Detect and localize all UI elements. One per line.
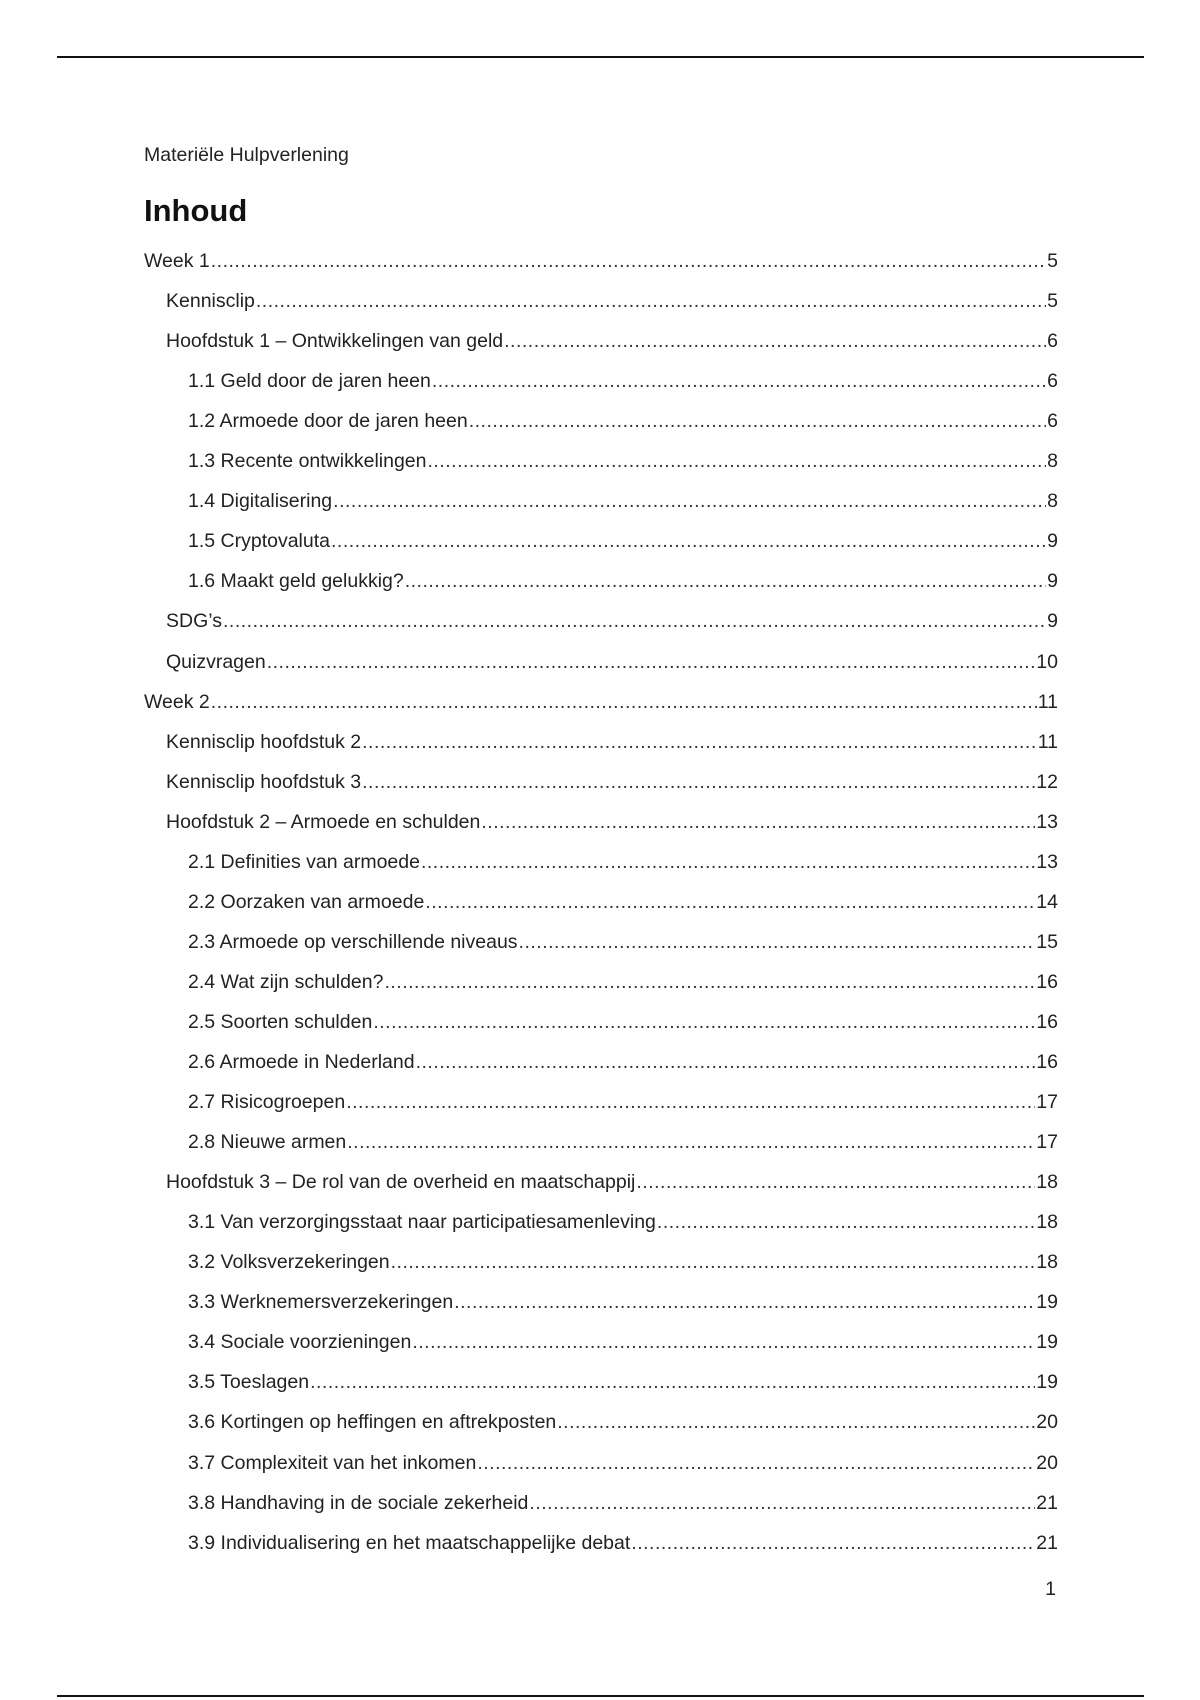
toc-entry[interactable] bbox=[188, 1210, 1058, 1234]
toc-entry-page: 6 bbox=[1047, 410, 1058, 432]
toc-entry[interactable] bbox=[166, 329, 1058, 353]
toc-entry-title: 3.4 Sociale voorzieningen bbox=[188, 1331, 412, 1353]
toc-leader-dots bbox=[425, 890, 1035, 914]
toc-entry[interactable] bbox=[188, 489, 1058, 513]
toc-leader-dots bbox=[636, 1170, 1035, 1194]
toc-leader-dots bbox=[211, 690, 1037, 714]
toc-entry-title: Hoofdstuk 1 – Ontwikkelingen van geld bbox=[166, 330, 504, 352]
toc-entry-page: 17 bbox=[1036, 1091, 1058, 1113]
toc-entry[interactable] bbox=[188, 1370, 1058, 1394]
toc-entry-page: 18 bbox=[1036, 1211, 1058, 1233]
toc-entry-page: 10 bbox=[1036, 651, 1058, 673]
toc-entry-page: 8 bbox=[1047, 490, 1058, 512]
toc-entry-page: 16 bbox=[1036, 1051, 1058, 1073]
toc-entry-title: 2.5 Soorten schulden bbox=[188, 1011, 373, 1033]
toc-entry-title: 3.9 Individualisering en het maatschappelijke debat bbox=[188, 1532, 631, 1554]
toc-entry-page: 13 bbox=[1036, 811, 1058, 833]
toc-entry-page: 19 bbox=[1036, 1371, 1058, 1393]
toc-entry-title: 3.2 Volksverzekeringen bbox=[188, 1251, 390, 1273]
toc-entry-title: 3.1 Van verzorgingsstaat naar participatiesamenleving bbox=[188, 1211, 656, 1233]
toc-entry-title: 3.8 Handhaving in de sociale zekerheid bbox=[188, 1492, 529, 1514]
toc-entry-title: Hoofdstuk 2 – Armoede en schulden bbox=[166, 811, 481, 833]
toc-entry[interactable] bbox=[166, 730, 1058, 754]
toc-entry[interactable] bbox=[188, 1090, 1058, 1114]
toc-entry-page: 16 bbox=[1036, 1011, 1058, 1033]
toc-leader-dots bbox=[267, 650, 1036, 674]
toc-leader-dots bbox=[362, 770, 1035, 794]
toc-entry-title: 2.3 Armoede op verschillende niveaus bbox=[188, 931, 518, 953]
toc-entry[interactable] bbox=[188, 409, 1058, 433]
toc-leader-dots bbox=[631, 1531, 1035, 1555]
toc-entry-page: 19 bbox=[1036, 1291, 1058, 1313]
toc-entry[interactable] bbox=[188, 369, 1058, 393]
toc-entry[interactable] bbox=[188, 1130, 1058, 1154]
toc-entry-page: 15 bbox=[1036, 931, 1058, 953]
toc-entry[interactable] bbox=[166, 810, 1058, 834]
toc-leader-dots bbox=[412, 1330, 1035, 1354]
toc-entry-page: 17 bbox=[1036, 1131, 1058, 1153]
toc-entry[interactable] bbox=[144, 249, 1058, 273]
toc-entry[interactable] bbox=[166, 289, 1058, 313]
toc-entry-title: Week 1 bbox=[144, 250, 210, 272]
toc-entry-title: 2.6 Armoede in Nederland bbox=[188, 1051, 415, 1073]
toc-leader-dots bbox=[384, 970, 1035, 994]
toc-entry[interactable] bbox=[188, 1250, 1058, 1274]
toc-leader-dots bbox=[454, 1290, 1035, 1314]
toc-entry-page: 8 bbox=[1047, 450, 1058, 472]
toc-entry-page: 21 bbox=[1036, 1532, 1058, 1554]
toc-entry-title: 1.1 Geld door de jaren heen bbox=[188, 370, 431, 392]
toc-entry-title: 2.1 Definities van armoede bbox=[188, 851, 420, 873]
toc-entry-title: 3.6 Kortingen op heffingen en aftrekposten bbox=[188, 1411, 557, 1433]
toc-leader-dots bbox=[347, 1130, 1035, 1154]
toc-leader-dots bbox=[557, 1410, 1035, 1434]
toc-leader-dots bbox=[469, 409, 1046, 433]
toc-entry-page: 9 bbox=[1047, 610, 1058, 632]
toc-entry[interactable] bbox=[188, 1451, 1058, 1475]
toc-entry-title: Kennisclip hoofdstuk 3 bbox=[166, 771, 362, 793]
toc-entry-page: 6 bbox=[1047, 330, 1058, 352]
toc-entry-title: 3.5 Toeslagen bbox=[188, 1371, 310, 1393]
toc-entry[interactable] bbox=[188, 569, 1058, 593]
toc-leader-dots bbox=[432, 369, 1046, 393]
toc-leader-dots bbox=[504, 329, 1046, 353]
toc-entry[interactable] bbox=[188, 930, 1058, 954]
toc-entry-title: 1.4 Digitalisering bbox=[188, 490, 333, 512]
page-number: 1 bbox=[1045, 1578, 1056, 1600]
toc-entry[interactable] bbox=[166, 1170, 1058, 1194]
toc-entry-page: 20 bbox=[1036, 1411, 1058, 1433]
toc-entry-title: Hoofdstuk 3 – De rol van de overheid en maatschappij bbox=[166, 1171, 636, 1193]
toc-entry[interactable] bbox=[188, 1330, 1058, 1354]
toc-entry-title: 3.7 Complexiteit van het inkomen bbox=[188, 1452, 477, 1474]
toc-leader-dots bbox=[211, 249, 1046, 273]
toc-leader-dots bbox=[421, 850, 1035, 874]
toc-entry-page: 9 bbox=[1047, 570, 1058, 592]
toc-entry-page: 21 bbox=[1036, 1492, 1058, 1514]
toc-entry-title: 2.2 Oorzaken van armoede bbox=[188, 891, 425, 913]
toc-entry[interactable] bbox=[188, 1491, 1058, 1515]
toc-entry-page: 18 bbox=[1036, 1251, 1058, 1273]
toc-leader-dots bbox=[373, 1010, 1035, 1034]
toc-entry-page: 19 bbox=[1036, 1331, 1058, 1353]
toc-entry[interactable] bbox=[166, 609, 1058, 633]
toc-entry-page: 5 bbox=[1047, 250, 1058, 272]
toc-leader-dots bbox=[405, 569, 1046, 593]
toc-entry-title: 2.7 Risicogroepen bbox=[188, 1091, 346, 1113]
toc-entry-title: SDG’s bbox=[166, 610, 222, 632]
toc-entry-page: 16 bbox=[1036, 971, 1058, 993]
toc-leader-dots bbox=[310, 1370, 1035, 1394]
toc-leader-dots bbox=[428, 449, 1047, 473]
toc-leader-dots bbox=[256, 289, 1046, 313]
toc-leader-dots bbox=[391, 1250, 1036, 1274]
toc-entry-page: 12 bbox=[1036, 771, 1058, 793]
toc-entry[interactable] bbox=[188, 1010, 1058, 1034]
toc-entry[interactable] bbox=[166, 770, 1058, 794]
toc-entry[interactable] bbox=[188, 1290, 1058, 1314]
toc-entry-page: 14 bbox=[1036, 891, 1058, 913]
toc-entry-page: 11 bbox=[1037, 731, 1058, 753]
toc-entry-page: 13 bbox=[1036, 851, 1058, 873]
footer-rule bbox=[57, 1695, 1144, 1697]
toc-entry-title: 2.8 Nieuwe armen bbox=[188, 1131, 347, 1153]
toc-entry-title: 1.3 Recente ontwikkelingen bbox=[188, 450, 427, 472]
toc-entry[interactable] bbox=[188, 1531, 1058, 1555]
toc-entry-title: Kennisclip hoofdstuk 2 bbox=[166, 731, 362, 753]
toc-entry-page: 11 bbox=[1037, 691, 1058, 713]
toc-entry-page: 20 bbox=[1036, 1452, 1058, 1474]
toc-entry-title: 3.3 Werknemersverzekeringen bbox=[188, 1291, 454, 1313]
toc-leader-dots bbox=[416, 1050, 1036, 1074]
document-title: Materiële Hulpverlening bbox=[144, 144, 349, 166]
toc-leader-dots bbox=[529, 1491, 1035, 1515]
toc-entry[interactable] bbox=[188, 890, 1058, 914]
toc-entry-title: 1.6 Maakt geld gelukkig? bbox=[188, 570, 404, 592]
toc-entry-title: 1.2 Armoede door de jaren heen bbox=[188, 410, 468, 432]
toc-entry[interactable] bbox=[144, 690, 1058, 714]
toc-entry[interactable] bbox=[188, 970, 1058, 994]
toc-entry-title: 2.4 Wat zijn schulden? bbox=[188, 971, 384, 993]
toc-entry[interactable] bbox=[188, 529, 1058, 553]
toc-entry[interactable] bbox=[188, 1050, 1058, 1074]
toc-entry-page: 9 bbox=[1047, 530, 1058, 552]
toc-entry-title: Quizvragen bbox=[166, 651, 266, 673]
toc-entry-page: 6 bbox=[1047, 370, 1058, 392]
toc-leader-dots bbox=[331, 529, 1046, 553]
toc-heading: Inhoud bbox=[144, 193, 248, 228]
toc-leader-dots bbox=[477, 1451, 1035, 1475]
toc-leader-dots bbox=[481, 810, 1035, 834]
toc-leader-dots bbox=[223, 609, 1046, 633]
toc-entry[interactable] bbox=[188, 449, 1058, 473]
toc-leader-dots bbox=[333, 489, 1046, 513]
toc-entry-page: 18 bbox=[1036, 1171, 1058, 1193]
toc-entry-page: 5 bbox=[1047, 290, 1058, 312]
toc-leader-dots bbox=[519, 930, 1036, 954]
toc-entry-title: Kennisclip bbox=[166, 290, 255, 312]
toc-leader-dots bbox=[346, 1090, 1035, 1114]
toc-entry-title: Week 2 bbox=[144, 691, 210, 713]
toc-entry[interactable] bbox=[188, 850, 1058, 874]
toc-entry[interactable] bbox=[188, 1410, 1058, 1434]
toc-entry[interactable] bbox=[166, 650, 1058, 674]
toc-leader-dots bbox=[362, 730, 1037, 754]
toc-leader-dots bbox=[657, 1210, 1035, 1234]
toc-entry-title: 1.5 Cryptovaluta bbox=[188, 530, 330, 552]
header-rule bbox=[57, 56, 1144, 58]
